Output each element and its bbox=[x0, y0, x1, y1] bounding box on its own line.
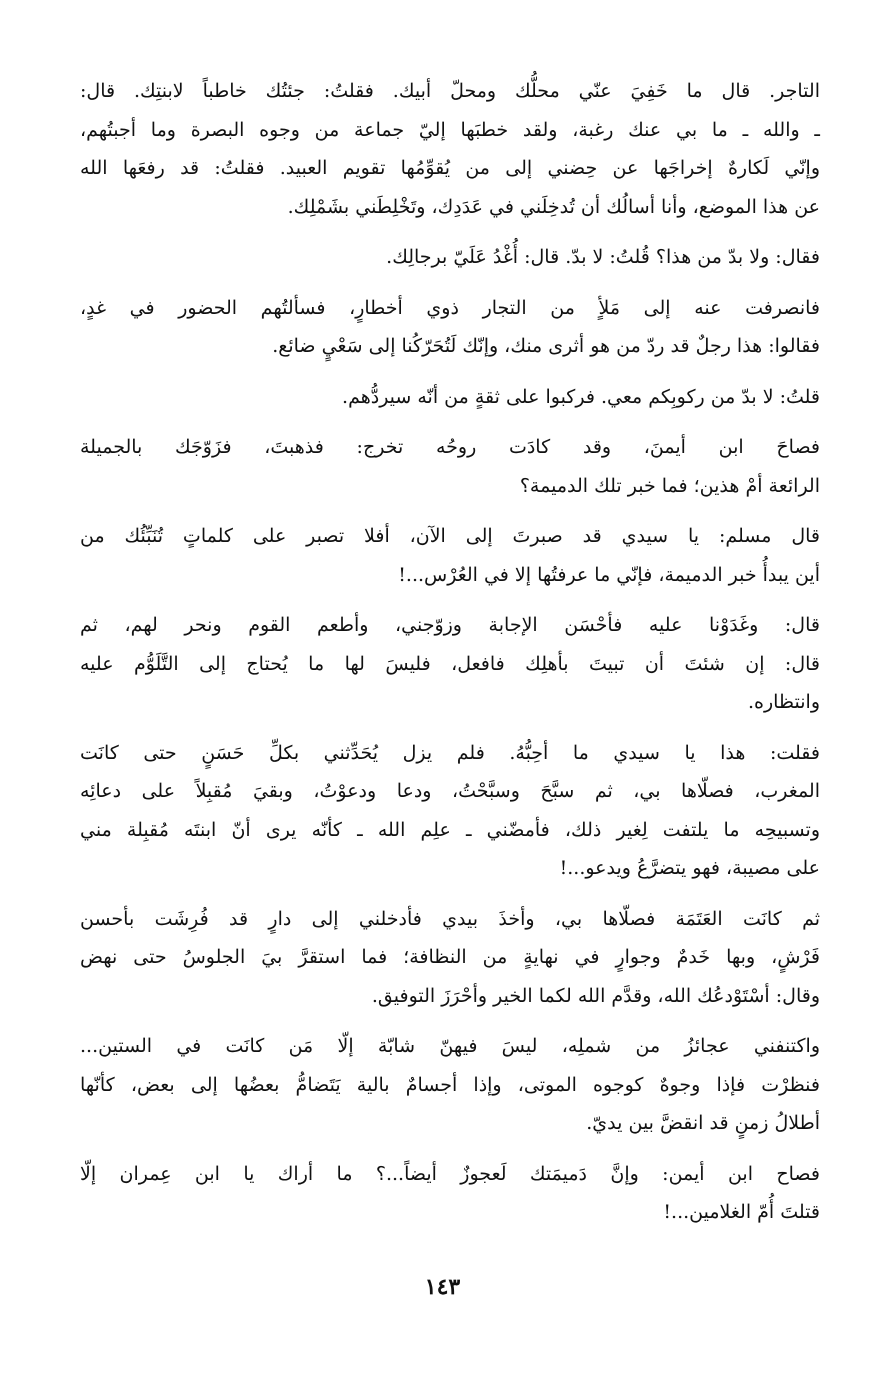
paragraph bbox=[80, 378, 820, 417]
text-line: فانصرفت عنه إلى مَلأٍ من التجار ذوي أخطارٍ، فسألتُهم الحضور في غدٍ، bbox=[80, 296, 820, 319]
paragraph bbox=[80, 734, 820, 888]
text-line: وتسبيحِه ما يلتفت لِغير ذلك، فأمضّني ـ علِم الله ـ كأنّه يرى أنّ ابنتَه مُقبِلة مني bbox=[80, 818, 820, 841]
text-line: فَرْشٍ، وبها خَدمٌ وجوارٍ في نهايةٍ من النظافة؛ فما استقرَّ بيَ الجلوسُ حتى نهض bbox=[80, 946, 820, 968]
text-line: قال: إن شئتَ أن تبيتَ بأهلِك فافعل، فليسَ لها ما يُحتاج إلى التَّلَوُّم عليه bbox=[80, 652, 820, 675]
text-line: وإنّي لَكارهٌ إخراجَها عن حِضني إلى من يُقوِّمُها تقويم العبيد. فقلتُ: قد رفعَها الله bbox=[80, 157, 820, 179]
page-text bbox=[80, 72, 820, 1244]
text-line: قتلتَ أُمّ الغلامين...! bbox=[663, 1201, 820, 1223]
paragraph bbox=[80, 428, 820, 505]
paragraph bbox=[80, 606, 820, 722]
text-line: وانتظاره. bbox=[747, 691, 820, 713]
text-line: فنظرْت فإذا وجوهٌ كوجوه الموتى، وإذا أجسامٌ بالية يَتَضامُّ بعضُها إلى بعض، كأنّها bbox=[80, 1073, 820, 1096]
paragraph bbox=[80, 238, 820, 277]
paragraph bbox=[80, 72, 820, 226]
paragraph bbox=[80, 900, 820, 1016]
text-line: ثم كانَت العَتَمَة فصلّاها بي، وأخذَ بيدي فأدخلني إلى دارٍ قد فُرِشَت بأحسن bbox=[80, 907, 820, 930]
text-line: وقال: أسْتَوْدعُك الله، وقدَّم الله لكما الخير وأحْرَزَ التوفيق. bbox=[371, 984, 820, 1007]
text-line: أطلالُ زمنٍ قد انقضَّ بين يديّ. bbox=[586, 1112, 820, 1134]
text-line: الرائعة أمْ هذين؛ فما خبر تلك الدميمة؟ bbox=[519, 474, 820, 497]
text-line: التاجر. قال ما خَفِيَ عنّي محلُّك ومحلّ أبيك. فقلتُ: جئتُك خاطباً لابنتِك. قال: bbox=[80, 80, 820, 102]
text-line: قال مسلم: يا سيدي قد صبرتَ إلى الآن، أفلا تصبر على كلماتٍ تُنَبِّئُك من bbox=[80, 525, 821, 547]
text-line: عن هذا الموضع، وأنا أسالُك أن تُدخِلَني في عَدَدِك، وتَخْلِطَني بشَمْلِك. bbox=[287, 195, 820, 218]
text-line: أين يبدأُ خبر الدميمة، فإنّي ما عرفتُها إلا في العُرْس...! bbox=[398, 563, 820, 586]
paragraph bbox=[80, 517, 820, 594]
page-number: ١٤٣ bbox=[424, 1274, 461, 1300]
text-line: على مصيبة، فهو يتضرَّعُ ويدعو...! bbox=[559, 857, 820, 879]
paragraph bbox=[80, 1027, 820, 1143]
text-line: فقلت: هذا يا سيدي ما أحِبُّهُ. فلم يزل يُحَدِّثني بكلِّ حَسَنٍ حتى كانَت bbox=[80, 741, 820, 764]
paragraph bbox=[80, 1155, 820, 1232]
text-line: قال: وغَدَوْنا عليه فأحْسَن الإجابة وزوّجني، وأطعم القوم ونحر لهم، ثم bbox=[80, 614, 820, 636]
paragraph bbox=[80, 289, 820, 366]
text-line: فقالوا: هذا رجلٌ قد ردّ من هو أثرى منك، وإنّك لَتُحَرّكُنا إلى سَعْيٍ ضائع. bbox=[272, 335, 820, 357]
text-line: قلتُ: لا بدّ من ركوبِكم معي. فركبوا على ثقةٍ من أنّه سيردُّهم. bbox=[342, 385, 820, 408]
text-line: فقال: ولا بدّ من هذا؟ قُلتُ: لا بدّ. قال: أُغْدُ عَلَيّ برجالِك. bbox=[386, 246, 820, 268]
text-line: المغرب، فصلّاها بي، ثم سبَّحَ وسبَّحْتُ، ودعا ودعوْتُ، وبقيَ مُقبِلاً على دعائِه bbox=[80, 780, 820, 802]
text-line: فصاحَ ابن أيمنَ، وقد كادَت روحُه تخرج: فذهبتَ، فزَوّجَك بالجميلة bbox=[80, 436, 820, 458]
text-line: ـ والله ـ ما بي عنك رغبة، ولقد خطبَها إليّ جماعة من وجوه البصرة وما أجبتُهم، bbox=[80, 118, 820, 141]
text-line: واكتنفني عجائزُ من شملِه، ليسَ فيهنّ شابّة إلّا مَن كانَت في الستين... bbox=[80, 1035, 820, 1057]
text-line: فصاح ابن أيمن: وإنَّ دَميمَتك لَعجوزٌ أيضاً...؟ ما أراك يا ابن عِمران إلّا bbox=[80, 1162, 820, 1185]
